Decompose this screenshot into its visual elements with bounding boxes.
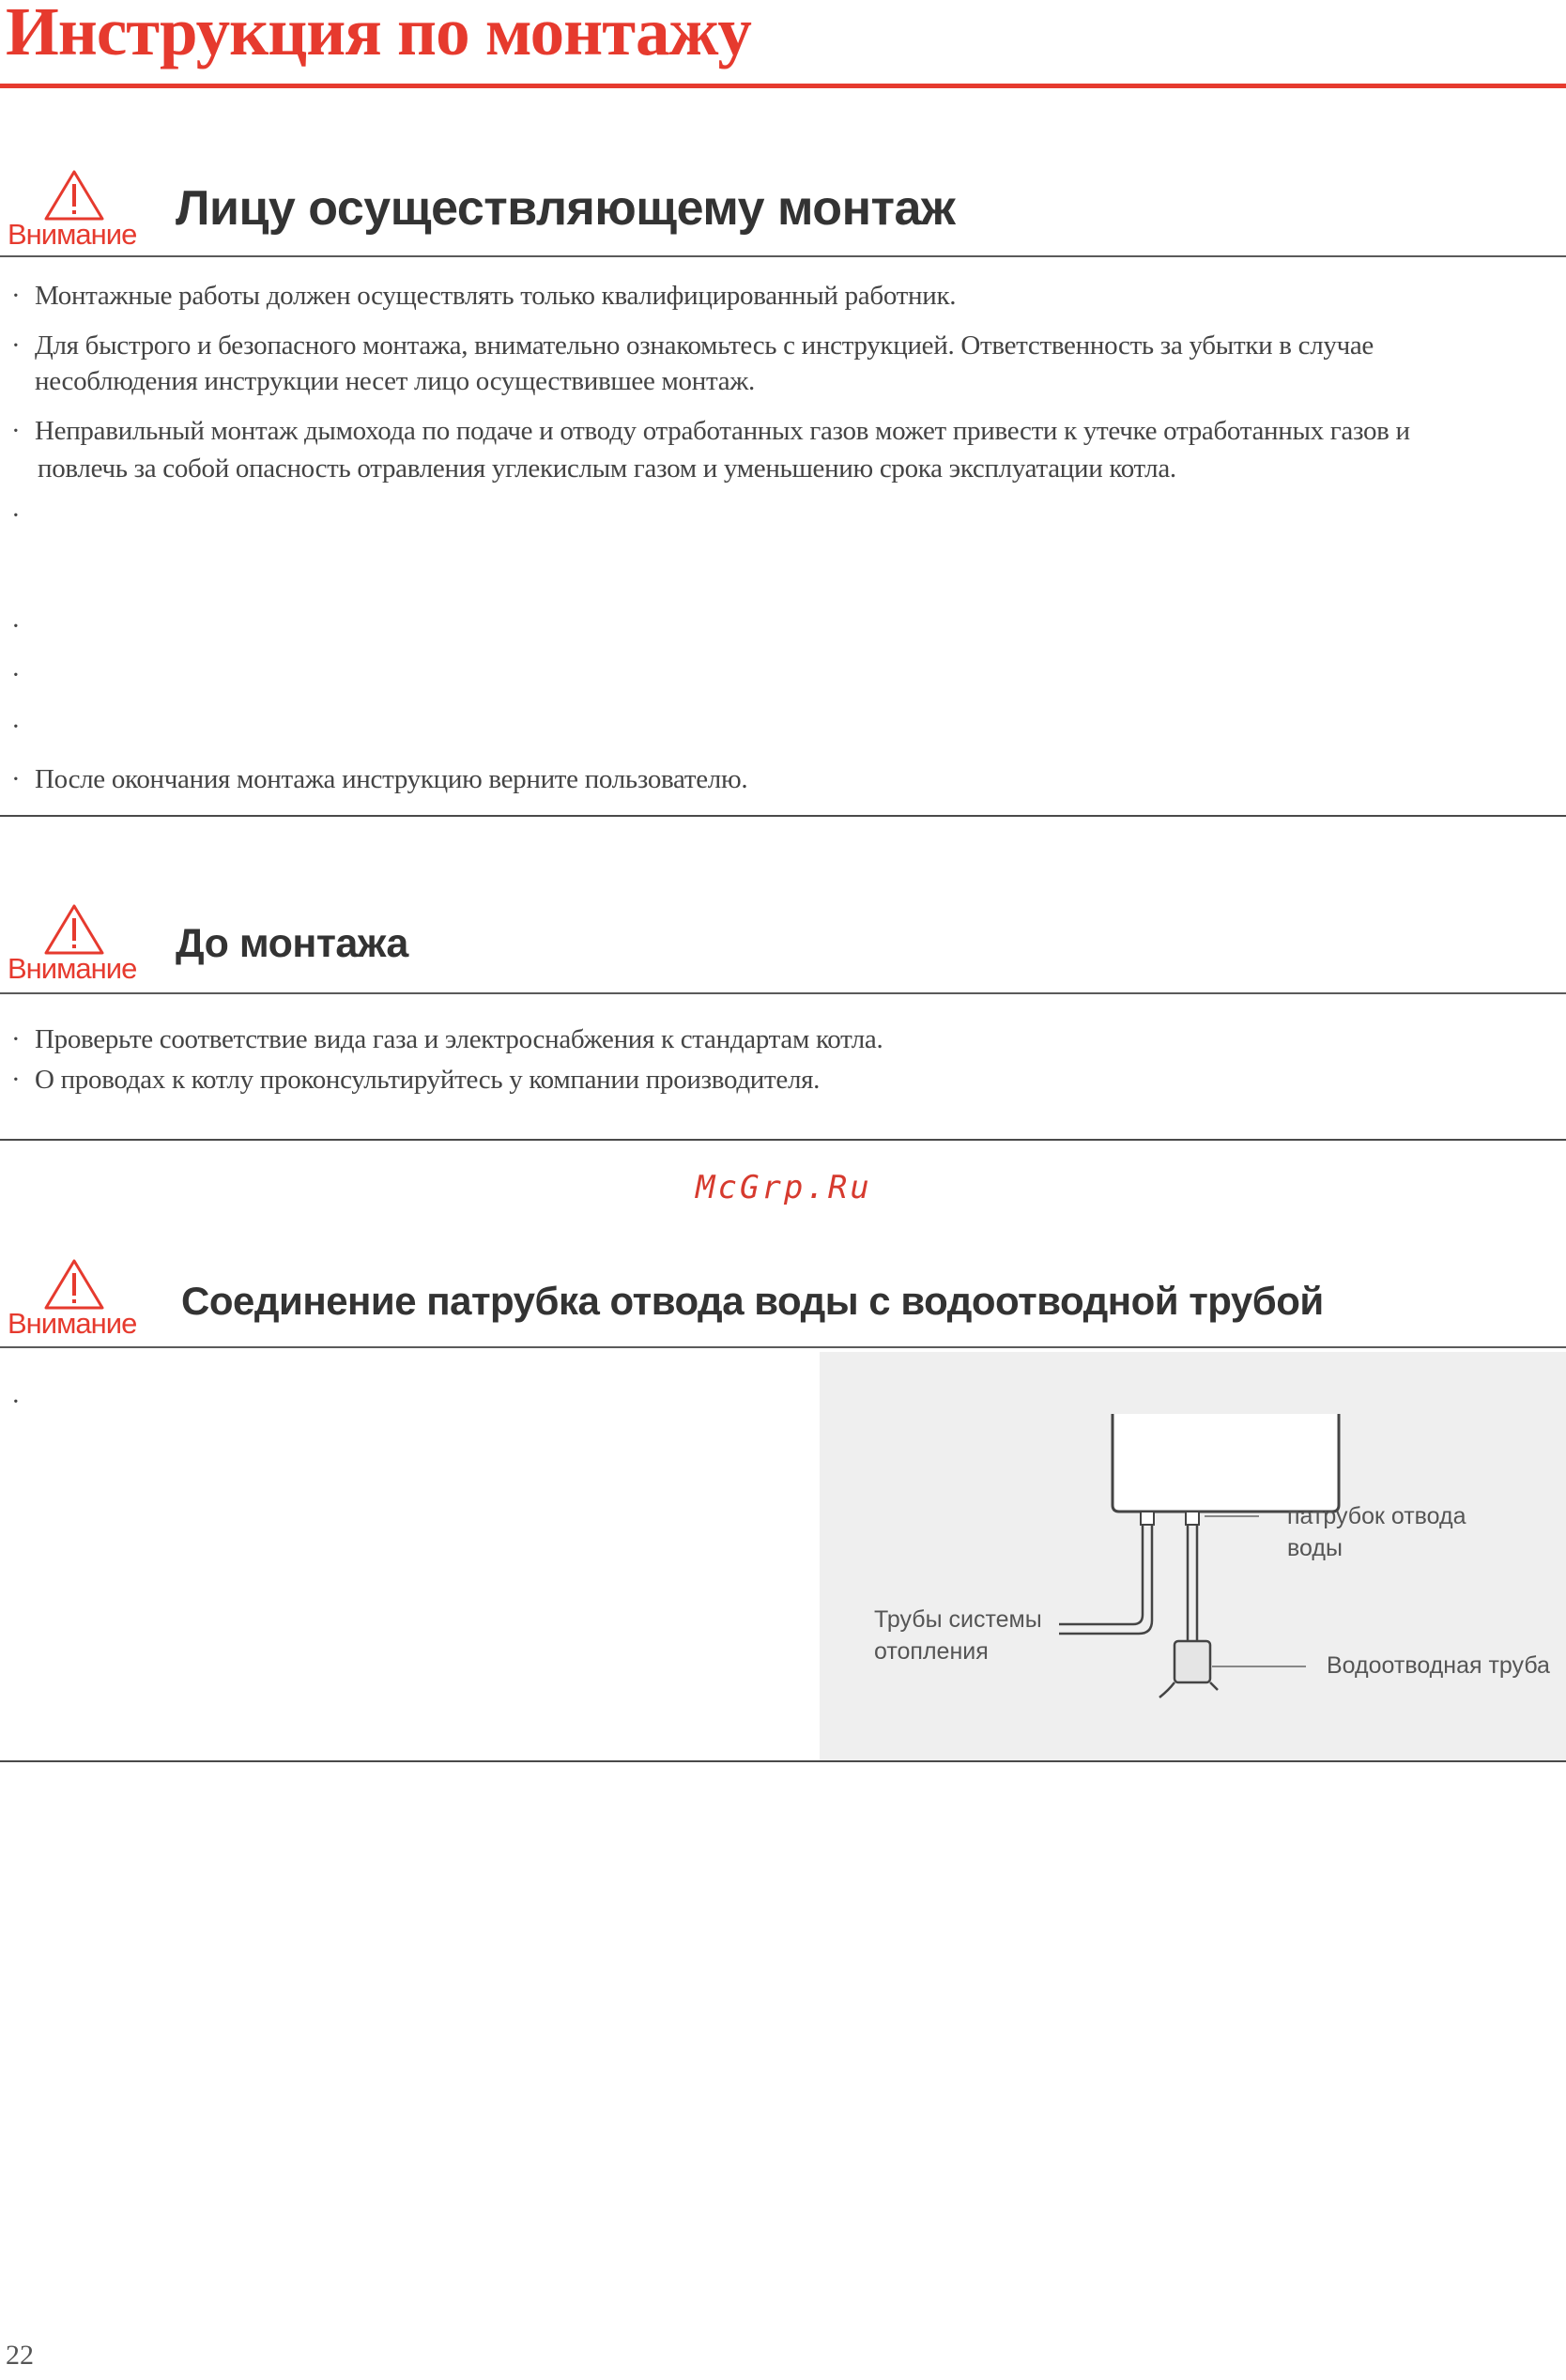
warning-label: Внимание [8,952,137,985]
label-heating-pipes [874,1604,1042,1667]
page-number: 22 [6,2340,34,2371]
list-item-text-continued: несоблюдения инструкции несет лицо осуществившее монтаж. [35,366,755,396]
warning-badge [4,169,154,253]
section-divider [0,992,1566,994]
bullet-icon: · [11,1065,21,1095]
warning-triangle-icon [43,1258,105,1311]
bullet-icon: · [11,330,21,361]
bullet-icon: · [11,1024,21,1054]
title-underline [0,84,1566,88]
list-item-text: После окончания монтажа инструкцию верните пользователю. [35,764,748,794]
bullet-icon: · [11,764,21,794]
bullet-icon: · [11,500,21,530]
page-title: Инструкция по монтажу [6,0,751,69]
warning-label: Внимание [8,1307,137,1340]
drain-connection-diagram [820,1352,1566,1761]
section-divider [0,1346,1566,1348]
section-end-divider [0,815,1566,817]
bullet-icon: · [11,660,21,690]
list-item-text-continued: повлечь за собой опасность отравления углекислым газом и уменьшению срока эксплуатации котла. [38,453,1176,484]
section-end-divider [0,1139,1566,1141]
bullet-icon: · [11,1387,21,1417]
bullet-icon: · [11,611,21,641]
section-title-before-installation: До монтажа [176,921,408,966]
warning-label: Внимание [8,218,137,251]
section-divider [0,255,1566,257]
label-water-outlet-line2: воды [1287,1535,1343,1561]
warning-badge [4,903,154,988]
label-water-outlet-line1: патрубок отвода [1287,1503,1466,1529]
label-water-outlet [1287,1500,1466,1564]
section-title-drain-connection: Соединение патрубка отвода воды с водоотводной трубой [181,1279,1324,1323]
list-item-text: О проводах к котлу проконсультируйтесь у компании производителя. [35,1065,821,1095]
warning-triangle-icon [43,169,105,222]
label-heating-pipes-line2: отопления [874,1638,989,1665]
label-heating-pipes-line1: Трубы системы [874,1606,1042,1633]
warning-badge [4,1258,154,1343]
bullet-icon: · [11,416,21,446]
list-item-text: Для быстрого и безопасного монтажа, внимательно ознакомьтесь с инструкцией. Ответственность за убытки в случае [35,330,1374,361]
list-item-text: Монтажные работы должен осуществлять только квалифицированный работник. [35,281,957,311]
bullet-icon: · [11,281,21,311]
watermark: McGrp.Ru [696,1169,872,1206]
label-drain-pipe: Водоотводная труба [1327,1652,1550,1679]
warning-triangle-icon [43,903,105,956]
bullet-icon: · [11,712,21,742]
list-item-text: Неправильный монтаж дымохода по подаче и отводу отработанных газов может привести к утечке отработанных газов и [35,416,1410,446]
section-title-installer: Лицу осуществляющему монтаж [176,181,956,236]
list-item-text: Проверьте соответствие вида газа и электроснабжения к стандартам котла. [35,1024,883,1054]
section-end-divider [0,1760,1566,1762]
